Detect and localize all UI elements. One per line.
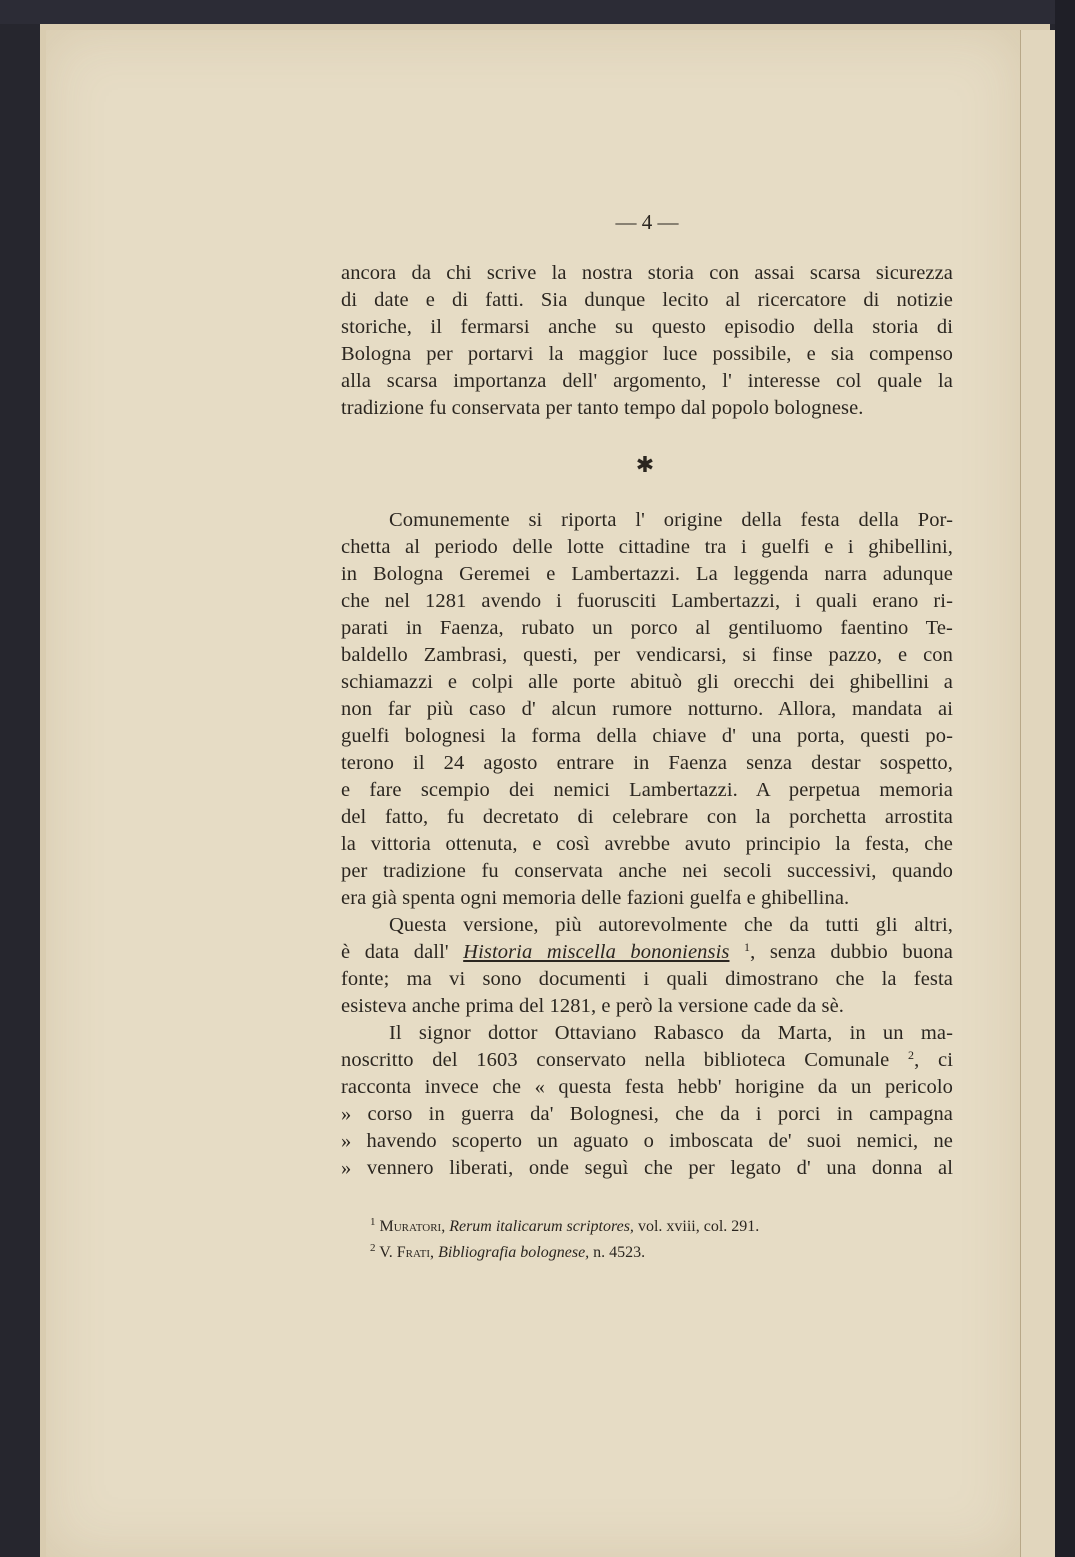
footnote-rest: n. 4523. [593,1244,646,1261]
footnotes [370,1214,930,1266]
page-number: — 4 — [615,210,679,234]
text-line: parati in Faenza, rubato un porco al gentiluomo faentino Te- [341,617,953,639]
footnote-author: Muratori, [379,1218,446,1235]
page-edge [1020,30,1056,1557]
text-line: » vennero liberati, onde seguì che per legato d' una donna al [341,1157,953,1179]
text-fragment: , ci [914,1049,953,1071]
footnote-author: Frati, [396,1244,435,1261]
text-line: che nel 1281 avendo i fuorusciti Lambertazzi, i quali erano ri- [341,590,953,612]
text-line: Questa versione, più autorevolmente che da tutti gli altri, [389,914,953,936]
footnote-mark: 2 [370,1242,376,1254]
scan-right-strip [1055,0,1075,1557]
text-line: di date e di fatti. Sia dunque lecito al ricercatore di notizie [341,289,953,311]
footnote-title: Bibliografia bolognese, [438,1244,590,1261]
paragraph-1 [341,260,953,422]
text-line: Comunemente si riporta l' origine della festa della Por- [389,509,953,531]
text-line: era già spenta ogni memoria delle fazioni guelfa e ghibellina. [341,887,850,909]
footnote-mark: 1 [370,1216,376,1228]
text-line: baldello Zambrasi, questi, per vendicarsi, si finse pazzo, e con [341,644,953,666]
work-title: Historia miscella bononiensis [463,941,730,963]
text-line: » havendo scoperto un aguato o imboscata de' suoi nemici, ne [341,1130,953,1152]
text-line: ancora da chi scrive la nostra storia con assai scarsa sicurezza [341,262,953,284]
footnote-rest: vol. xviii, col. 291. [637,1218,760,1235]
footnote-ref: 1 [743,940,751,954]
text-line-with-ref [341,1047,953,1074]
footnote-author-initial: V. [379,1244,393,1261]
section-asterism: ✱ [635,452,655,477]
text-line: per tradizione fu conservata anche nei secoli successivi, quando [341,860,953,882]
text-line: e fare scempio dei nemici Lambertazzi. A perpetua memoria [341,779,953,801]
text-line: alla scarsa importanza dell' argomento, l' interesse col quale la [341,370,953,392]
scan-top-strip [0,0,1075,24]
paragraph-2 [341,507,953,912]
text-line: Bologna per portarvi la maggior luce possibile, e sia compenso [341,343,953,365]
text-line: la vittoria ottenuta, e così avrebbe avuto principio la festa, che [341,833,953,855]
text-line-with-title [341,939,953,966]
paragraph-4 [341,1020,953,1182]
text-fragment: , senza dubbio buona [750,941,953,963]
footnote-title: Rerum italicarum scriptores, [449,1218,634,1235]
paragraph-3 [341,912,953,1020]
text-fragment [729,941,744,963]
text-fragment: noscritto del 1603 conservato nella biblioteca Comunale [341,1049,890,1071]
text-line: in Bologna Geremei e Lambertazzi. La leggenda narra adunque [341,563,953,585]
text-line: racconta invece che « questa festa hebb' horigine da un pericolo [341,1076,953,1098]
text-line: terono il 24 agosto entrare in Faenza senza destar sospetto, [341,752,953,774]
footnote-1 [370,1214,930,1240]
text-fragment [889,1049,908,1071]
text-line: » corso in guerra da' Bolognesi, che da i porci in campagna [341,1103,953,1125]
text-line: storiche, il fermarsi anche su questo episodio della storia di [341,316,953,338]
footnote-ref: 2 [908,1048,915,1062]
text-line: fonte; ma vi sono documenti i quali dimostrano che la festa [341,968,953,990]
text-line: chetta al periodo delle lotte cittadine tra i guelfi e i ghibellini, [341,536,953,558]
text-line: del fatto, fu decretato di celebrare con la porchetta arrostita [341,806,953,828]
text-line: esisteva anche prima del 1281, e però la versione cade da sè. [341,995,845,1017]
text-line: non far più caso d' alcun rumore notturno. Allora, mandata ai [341,698,953,720]
footnote-2 [370,1240,930,1266]
text-line: Il signor dottor Ottaviano Rabasco da Marta, in un ma- [389,1022,953,1044]
text-line: schiamazzi e colpi alle porte abituò gli orecchi dei ghibellini a [341,671,953,693]
text-line: guelfi bolognesi la forma della chiave d' una porta, questi po- [341,725,953,747]
text-line: tradizione fu conservata per tanto tempo dal popolo bolognese. [341,397,864,419]
text-fragment: è data dall' [341,941,464,963]
